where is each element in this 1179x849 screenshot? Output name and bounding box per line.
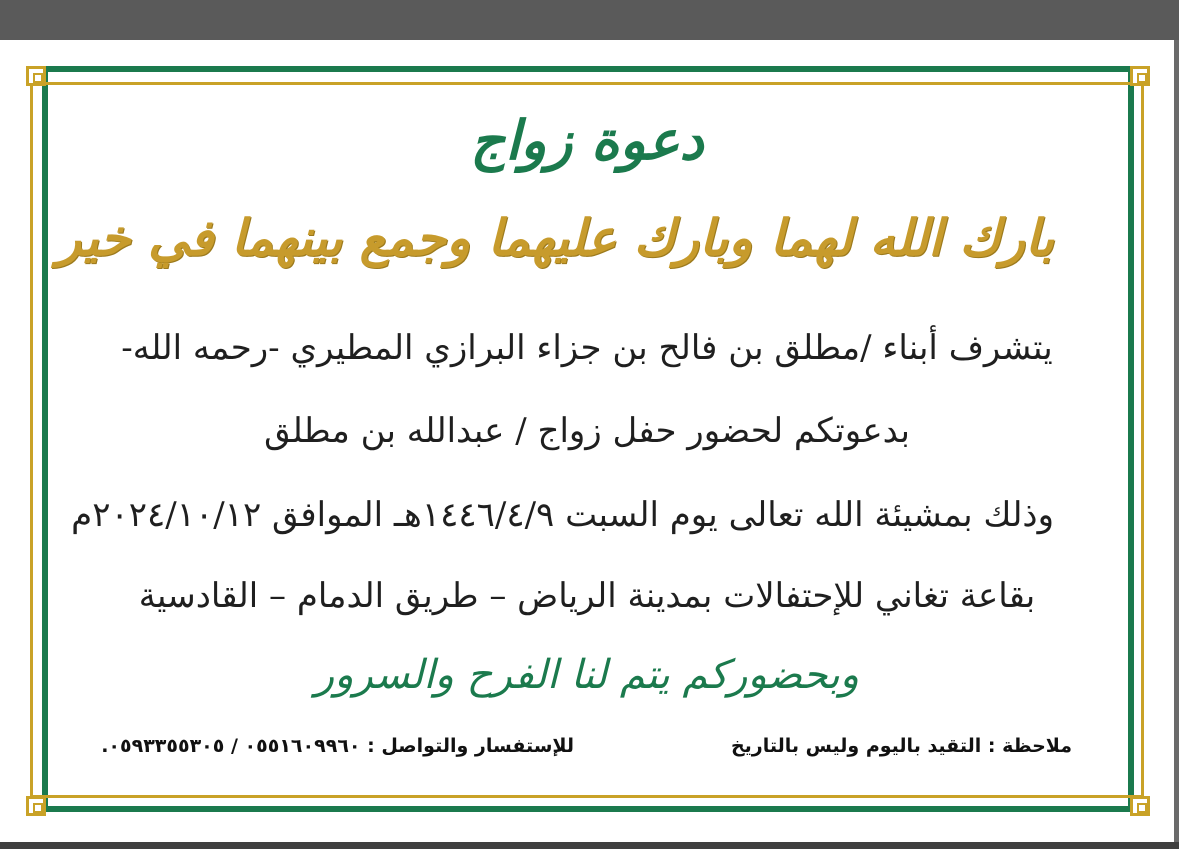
blessing-calligraphy: بارك الله لهما وبارك عليهما وجمع بينهما في خير xyxy=(57,208,1054,267)
footer-contact: للإستفسار والتواصل : ٠٥٥١٦٠٩٩٦٠ / ٠٥٩٣٣٥٥٣٠٥. xyxy=(101,735,574,757)
invitation-title: دعوة زواج xyxy=(470,108,704,172)
footer-note: ملاحظة : التقيد باليوم وليس بالتاريخ xyxy=(730,735,1072,757)
closing-calligraphy: وبحضوركم يتم لنا الفرح والسرور xyxy=(314,652,860,698)
invitation-content xyxy=(0,40,1174,842)
viewer-bottom-edge xyxy=(0,842,1179,849)
scrollbar[interactable] xyxy=(1174,40,1179,849)
venue-line: بقاعة تغاني للإحتفالات بمدينة الرياض – طريق الدمام – القادسية xyxy=(138,576,1036,616)
date-line: وذلك بمشيئة الله تعالى يوم السبت ١٤٤٦/٤/٩هـ الموافق ٢٠٢٤/١٠/١٢م xyxy=(71,495,1054,535)
groom-line: بدعوتكم لحضور حفل زواج / عبدالله بن مطلق xyxy=(264,411,910,451)
host-line: يتشرف أبناء /مطلق بن فالح بن جزاء البرازي المطيري -رحمه الله- xyxy=(121,328,1053,368)
invitation-card xyxy=(0,40,1174,842)
viewer-toolbar xyxy=(0,0,1179,40)
